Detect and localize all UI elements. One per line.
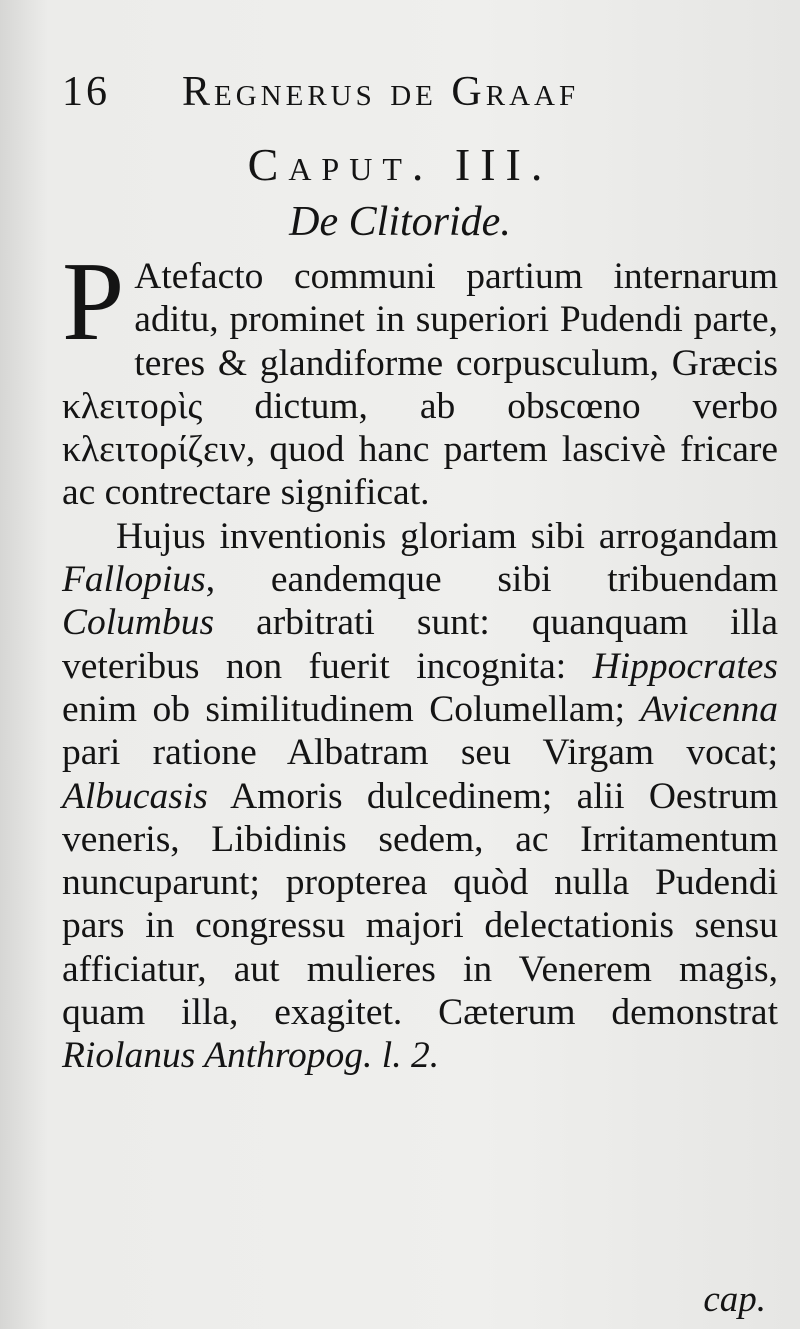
p2-text-5: pari ratione Albatram seu Virgam vocat; — [62, 732, 778, 774]
paragraph-1 — [62, 240, 778, 515]
chapter-heading: Caput. III. — [247, 139, 553, 190]
paragraph-1-text: Atefacto communi partium internarum aditu, prominet in superiori Pudendi parte, teres & glandiforme corpusculum, Græcis κλειτορὶς dictum, ab obscœno verbo κλειτορίζειν, quod hanc partem lascivè fricare ac contrectare significat. — [62, 256, 778, 514]
paragraph-2 — [62, 515, 778, 1078]
p2-text-3: arbitrati sunt: quanquam illa veteribus non fuerit incognita: — [62, 602, 778, 687]
name-avicenna: Avicenna — [640, 688, 778, 730]
citation-riolanus: Riolanus Anthropog. l. 2. — [62, 1035, 440, 1077]
name-fallopius: Fallopius — [62, 559, 206, 601]
p2-text-1: Hujus inventionis gloriam sibi arrogandam — [116, 515, 778, 557]
drop-cap: P — [62, 240, 125, 364]
page-number: 16 — [62, 69, 110, 115]
p2-text-6: Amoris dulcedinem; alii Oestrum veneris, Libidinis sedem, ac Irritamentum nuncuparunt; propterea quòd nulla Pudendi pars in congressu majori delectationis sensu afficiatur, aut mulieres in Venerem magis, quam illa, exagitet. Cæterum demonstrat — [62, 775, 778, 1034]
running-head — [0, 68, 800, 118]
catchword: cap. — [703, 1279, 766, 1320]
running-title: Regnerus de Graaf — [182, 69, 580, 115]
name-albucasis: Albucasis — [62, 775, 208, 817]
chapter-subtitle: De Clitoride. — [289, 199, 511, 245]
p2-text-4: enim ob similitudinem Columellam; — [62, 688, 641, 730]
body-text — [62, 240, 778, 1078]
p2-text-2: , eandemque sibi tribuendam — [205, 559, 778, 601]
name-hippocrates: Hippocrates — [592, 645, 778, 687]
name-columbus: Columbus — [62, 602, 215, 644]
